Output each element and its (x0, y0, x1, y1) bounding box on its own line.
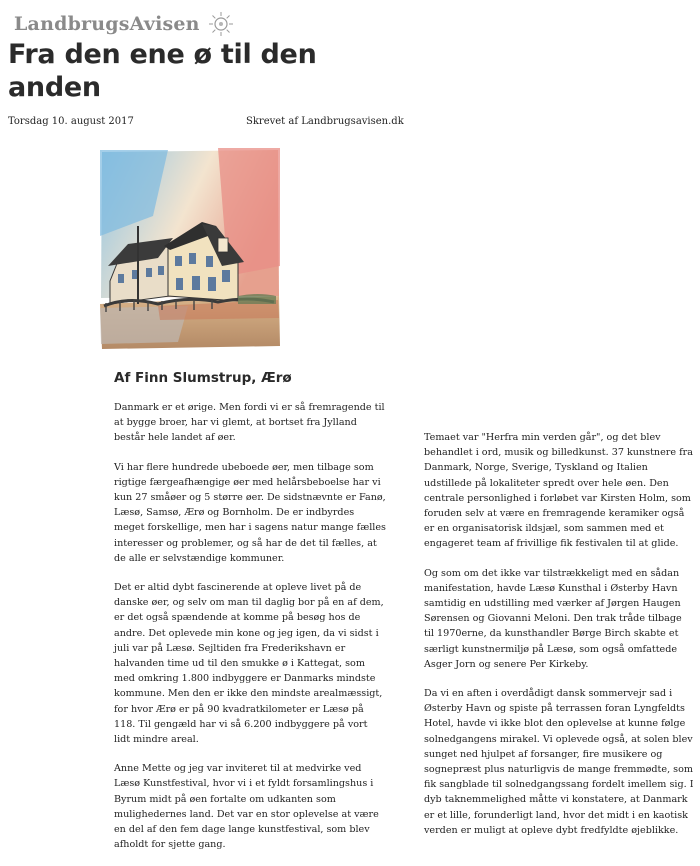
masthead (14, 10, 234, 38)
article-column-right (424, 430, 694, 852)
article-date: Torsdag 10. august 2017 (8, 116, 134, 127)
paragraph: Anne Mette og jeg var inviteret til at medvirke ved Læsø Kunstfestival, hvor vi i et fyldt forsamlingshus i Byrum midt på øen fortalte om udkanten som mulighedernes land. Det var en stor oplevelse at være en del af den fem dage lange kunstfestival, som blev afholdt for sjette gang. (114, 763, 379, 851)
paragraph: Da vi en aften i overdådigt dansk sommervejr sad i Østerby Havn og spiste på terrassen foran Lyngfeldts Hotel, havde vi ikke blot den oplevelse at kunne følge solnedgangens mirakel. Vi oplevede også, at solen blev sunget ned hjulpet af forsanger, fire musikere og sognepræst plus naturligvis de mange fremmødte, som fik sangblade til solnedgangssang fordelt imellem sig. I dyb taknemmelighed måtte vi konstatere, at Danmark er et lille, forunderligt land, hvor det midt i en kaotisk verden er muligt at opleve dybt fredfyldte øjeblikke. (424, 688, 694, 836)
paragraph: Temaet var "Herfra min verden går", og det blev behandlet i ord, musik og billedkunst. 37 kunstnere fra Danmark, Norge, Sverige, Tyskland og Italien udstillede på lokaliteter spredt over hele øen. Den centrale personlighed i forløbet var Kirsten Holm, som foruden selv at være en fremragende keramiker også er en organisatorisk ildsjæl, som sammen med et engageret team af frivillige fik festivalen til at glide. (424, 432, 693, 550)
paragraph: Danmark er et ørige. Men fordi vi er så fremragende til at bygge broer, har vi glemt, at bortset fra Jylland består hele landet af øer. (114, 402, 385, 444)
article-column-left (114, 400, 386, 866)
article-title: Fra den ene ø til den anden (8, 39, 317, 103)
paragraph: Og som om det ikke var tilstrækkeligt med en sådan manifestation, havde Læsø Kunsthal i Østerby Havn samtidig en udstilling med værker af Jørgen Haugen Sørensen og Giovanni Meloni. Den trak tråde tilbage til 1970erne, da kunsthandler Børge Birch skabte et særligt kunstnermiljø på Læsø, som også omfattede Asger Jorn og senere Per Kirkeby. (424, 567, 682, 670)
article-source: Skrevet af Landbrugsavisen.dk (246, 116, 404, 127)
sun-emblem-icon (208, 11, 234, 37)
watercolor-house-icon (98, 146, 281, 352)
byline: Af Finn Slumstrup, Ærø (114, 370, 292, 386)
paragraph: Det er altid dybt fascinerende at opleve livet på de danske øer, og selv om man til daglig bor på en af dem, er det også spændende at komme på besøg hos de andre. Det oplevede min kone og jeg igen, da vi sidst i juli var på Læsø. Sejltiden fra Frederikshavn er halvanden time ud til den smukke ø i Kattegat, som med omkring 1.800 indbyggere er Danmarks mindste kommune. Men den er ikke den mindste arealmæssigt, for hvor Ærø er på 90 kvadratkilometer er Læsø på 118. Til gengæld har vi så 6.200 indbyggere på vort lidt mindre areal. (114, 582, 384, 746)
masthead-name: LandbrugsAvisen (14, 13, 200, 35)
paragraph: Vi har flere hundrede ubeboede øer, men tilbage som rigtige færgeafhængige øer med helårsbeboelse har vi kun 27 småøer og 5 større øer. De sidstnævnte er Fanø, Læsø, Samsø, Ærø og Bornholm. De er indbyrdes meget forskellige, men har i sagens natur mange fælles interesser og problemer, og så har de det til fælles, at de alle er selvstændige kommuner. (114, 461, 386, 564)
